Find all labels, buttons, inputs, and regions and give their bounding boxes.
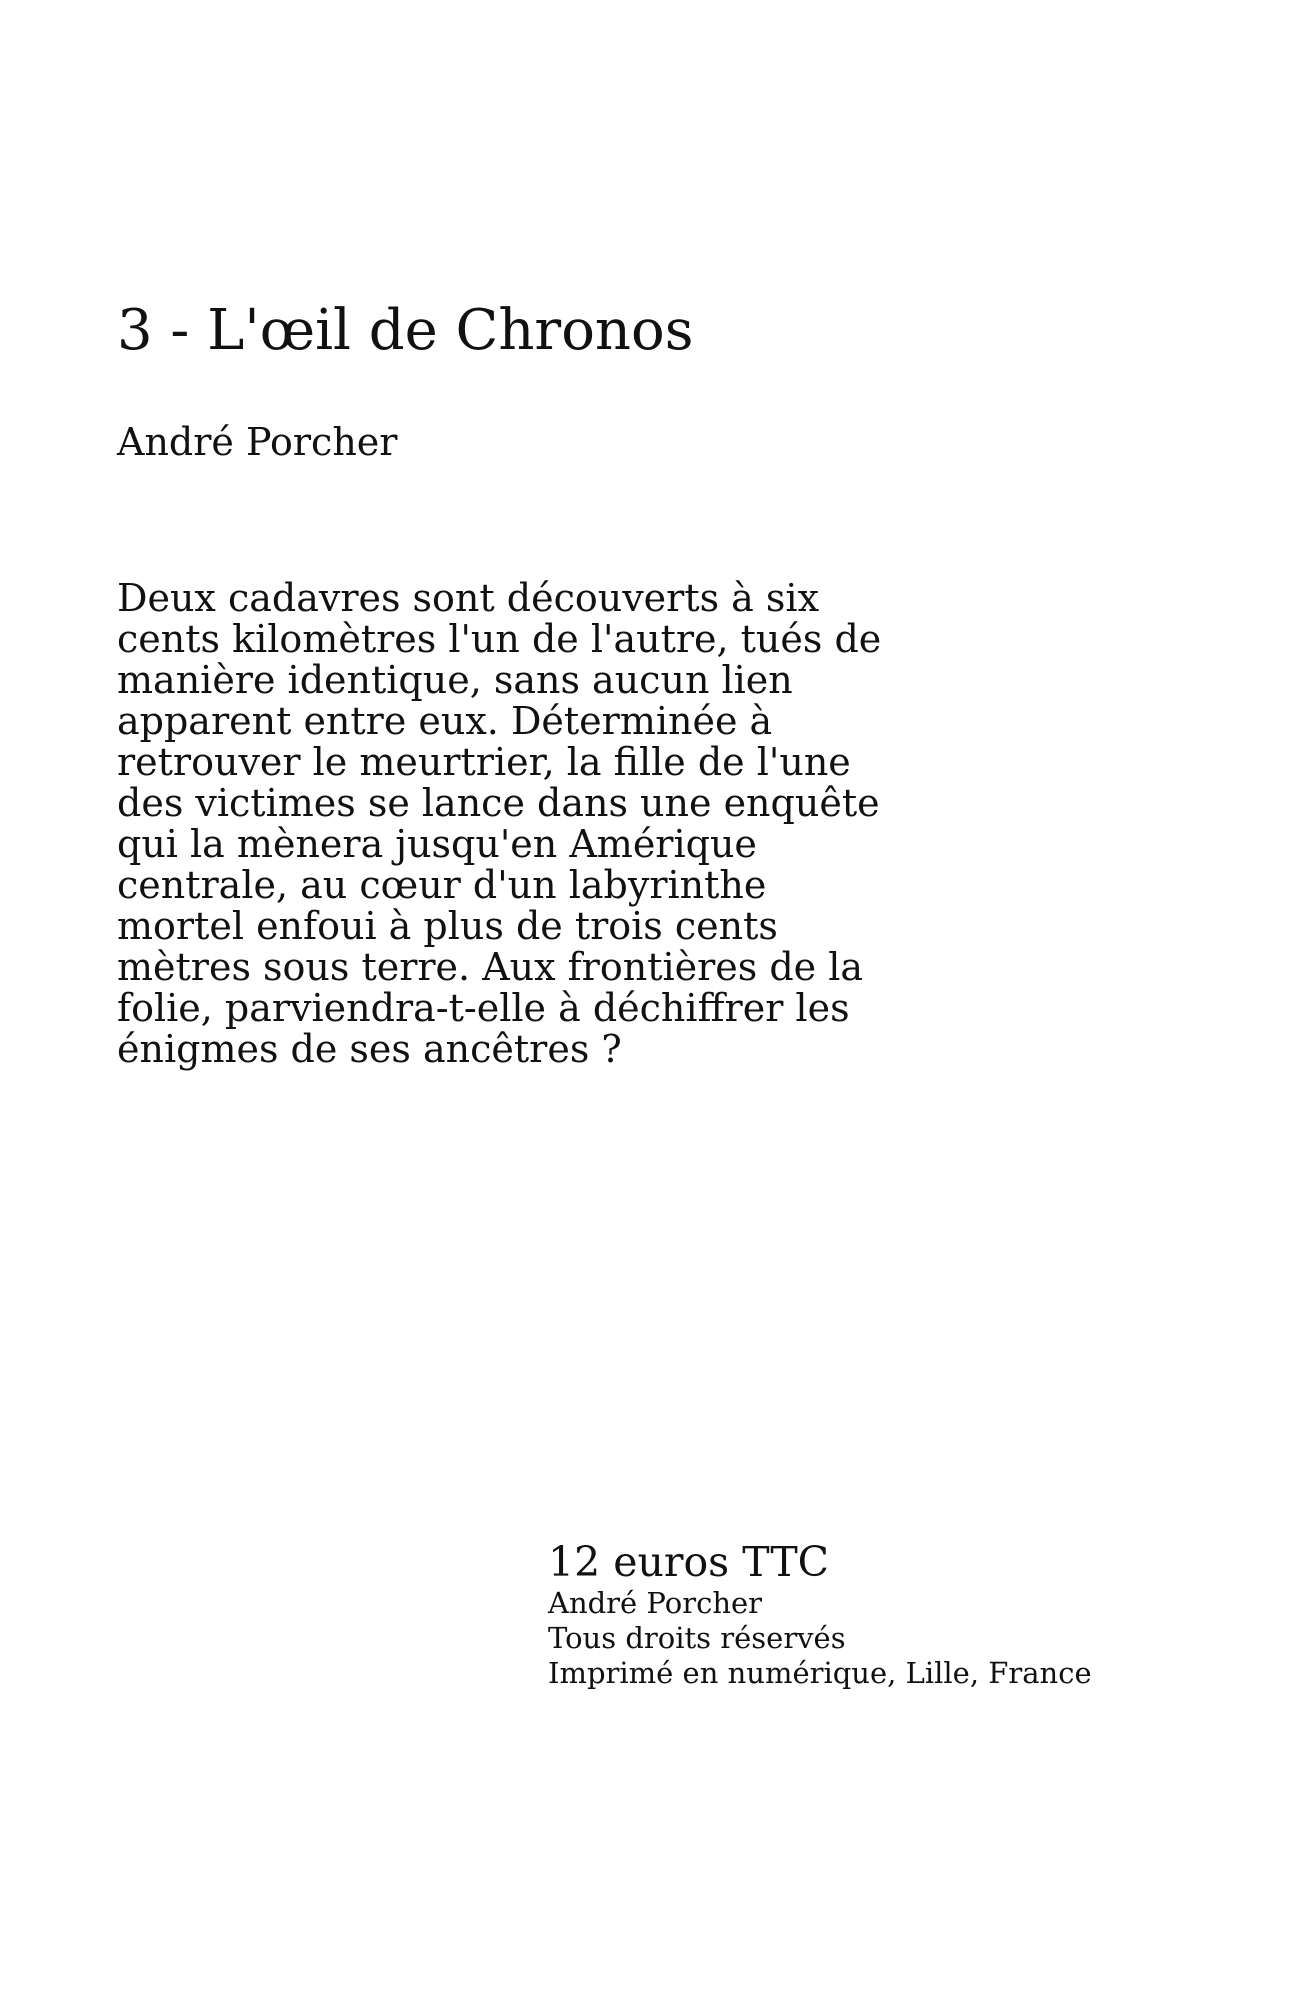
summary-line: centrale, au cœur d'un labyrinthe bbox=[117, 863, 767, 907]
book-author: André Porcher bbox=[117, 420, 398, 464]
summary-line: cents kilomètres l'un de l'autre, tués de bbox=[117, 617, 882, 661]
price-label: 12 euros TTC bbox=[548, 1538, 830, 1586]
book-summary bbox=[117, 578, 1017, 1070]
summary-line: Deux cadavres sont découverts à six bbox=[117, 576, 819, 620]
summary-line: qui la mènera jusqu'en Amérique bbox=[117, 822, 757, 866]
summary-line: folie, parviendra-t-elle à déchiffrer les bbox=[117, 986, 850, 1030]
summary-line: mètres sous terre. Aux frontières de la bbox=[117, 945, 864, 989]
summary-line: retrouver le meurtrier, la fille de l'une bbox=[117, 740, 851, 784]
summary-line: manière identique, sans aucun lien bbox=[117, 658, 793, 702]
summary-line: énigmes de ses ancêtres ? bbox=[117, 1027, 622, 1071]
printing-notice: Imprimé en numérique, Lille, France bbox=[548, 1656, 1092, 1690]
rights-notice: Tous droits réservés bbox=[548, 1621, 846, 1655]
summary-line: apparent entre eux. Déterminée à bbox=[117, 699, 773, 743]
book-title: 3 - L'œil de Chronos bbox=[117, 298, 694, 363]
summary-line: mortel enfoui à plus de trois cents bbox=[117, 904, 778, 948]
colophon-author: André Porcher bbox=[548, 1586, 763, 1620]
summary-line: des victimes se lance dans une enquête bbox=[117, 781, 880, 825]
colophon bbox=[548, 1538, 1092, 1691]
